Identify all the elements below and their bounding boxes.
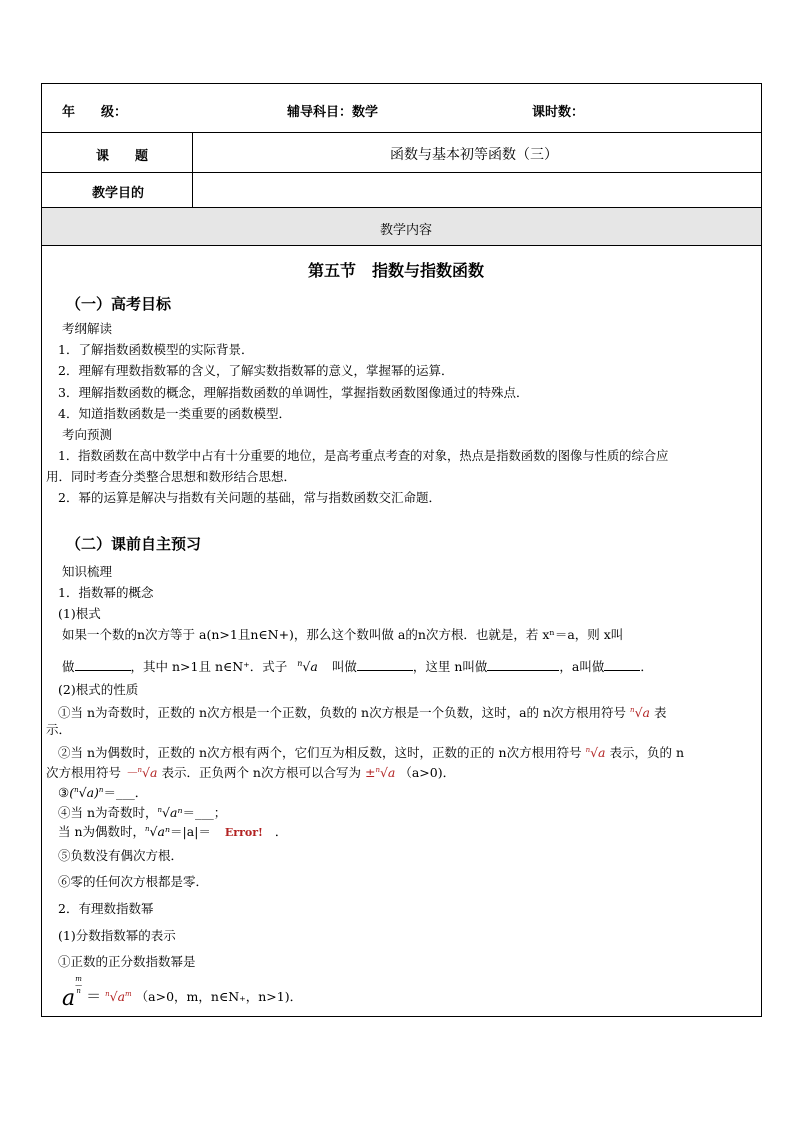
forecast-1a: 1．指数函数在高中数学中占有十分重要的地位，是高考重点考查的对象，热点是指数函数的图像与性质的综合应 bbox=[58, 449, 669, 463]
hours-label: 课时数： bbox=[532, 105, 585, 120]
frac-title: (1)分数指数幂的表示 bbox=[58, 928, 176, 943]
syllabus-item-2: 2．理解有理数指数幂的含义，了解实数指数幂的意义，掌握幂的运算． bbox=[58, 363, 454, 378]
frac-formula: am — $n = ^n√a^m$ （a>0，m，n∈N₊，n>1)． bbox=[62, 975, 303, 1011]
prop-4-even: 当 n为偶数时，$^n$√aⁿ＝|a|＝ Error! ． bbox=[58, 824, 288, 840]
part2-title: （二）课前自主预习 bbox=[66, 535, 202, 553]
frac-power-base: a bbox=[62, 986, 76, 1011]
topic-row bbox=[42, 133, 761, 173]
radical-def-1: 如果一个数的n次方等于 a(n>1且n∈N+)，那么这个数叫做 a的n次方根．也就是，若 xⁿ＝a，则 x叫 bbox=[62, 627, 624, 642]
lesson-table bbox=[41, 83, 762, 1017]
radical-expression: $^n$√a bbox=[297, 659, 318, 675]
part1-title: （一）高考目标 bbox=[66, 295, 172, 313]
forecast-label: 考向预测 bbox=[62, 427, 113, 442]
pm-nth-root-symbol: ±$^n$√a bbox=[364, 765, 396, 781]
props-title: (2)根式的性质 bbox=[58, 682, 139, 697]
nth-root-symbol: $^n$√a bbox=[585, 745, 606, 761]
syllabus-item-4: 4．知道指数函数是一类重要的函数模型． bbox=[58, 406, 291, 421]
error-text: Error! bbox=[224, 826, 263, 840]
forecast-1b: 用．同时考查分类整合思想和数形结合思想． bbox=[46, 469, 297, 484]
topic-value: 函数与基本初等函数（三） bbox=[390, 147, 558, 163]
syllabus-label: 考纲解读 bbox=[62, 321, 113, 336]
radical-title: (1)根式 bbox=[58, 606, 101, 621]
prop-3: $③(^n√a)^n=\_\_\_$． bbox=[58, 785, 148, 801]
forecast-2: 2．幂的运算是解决与指数有关问题的基础，常与指数函数交汇命题． bbox=[58, 490, 441, 505]
prop-5: ⑤负数没有偶次方根． bbox=[58, 848, 184, 863]
prop-1-cont: 示． bbox=[46, 722, 72, 737]
nth-root-symbol: $^n$√a bbox=[630, 705, 650, 721]
goal-label: 教学目的 bbox=[92, 186, 145, 201]
subject-label: 辅导科目：数学 bbox=[287, 105, 379, 120]
knowledge-label: 知识梳理 bbox=[62, 564, 113, 579]
root-of-power: $^n$√aⁿ bbox=[145, 824, 171, 840]
topic-label: 课 题 bbox=[96, 149, 149, 164]
frac-root-expression: $^n√a^m$ bbox=[105, 989, 132, 1004]
radical-def-2: 做 ，其中 n>1且 n∈N⁺．式子 $^n$√a 叫做 ，这里 n叫做 ，a叫做 ． bbox=[62, 659, 653, 675]
syllabus-item-1: 1．了解指数函数模型的实际背景． bbox=[58, 342, 254, 357]
concept-title: 1．指数幂的概念 bbox=[58, 585, 154, 600]
syllabus-item-3: 3．理解指数函数的概念，理解指数函数的单调性，掌握指数函数图像通过的特殊点． bbox=[58, 385, 529, 400]
neg-nth-root-symbol: －$^n$√a bbox=[125, 765, 158, 781]
prop-1: ①当 n为奇数时，正数的 n次方根是一个正数，负数的 n次方根是一个负数，这时，a的 n次方根用符号 $^n$√a 表 bbox=[58, 705, 667, 721]
grade-label: 年 级： bbox=[62, 105, 128, 120]
prop-2-cont: 次方根用符号 －$^n$√a 表示．正负两个 n次方根可以合写为 ±$^n$√a （a>0)． bbox=[46, 765, 456, 781]
section-title: 第五节 指数与指数函数 bbox=[308, 261, 485, 280]
power-of-root: $(^n√a)^n$ bbox=[69, 785, 104, 801]
prop-2: ②当 n为偶数时，正数的 n次方根有两个，它们互为相反数，这时，正数的正的 n次方根用符号 $^n$√a 表示，负的 n bbox=[58, 745, 685, 761]
frac-positive: ①正数的正分数指数幂是 bbox=[58, 954, 196, 969]
content-header: 教学内容 bbox=[380, 223, 433, 238]
frac-exponent: m — n bbox=[75, 975, 83, 995]
content-header-row bbox=[42, 208, 761, 246]
root-of-power: $^n$√aⁿ bbox=[157, 805, 183, 821]
header-row bbox=[42, 84, 761, 133]
circled-three-icon: ③ bbox=[58, 785, 70, 801]
rational-title: 2．有理数指数幂 bbox=[58, 901, 154, 916]
equals-sign: ＝ bbox=[86, 987, 102, 1005]
prop-6: ⑥零的任何次方根都是零． bbox=[58, 874, 209, 889]
prop-4: ④当 n为奇数时，$^n$√aⁿ＝___； bbox=[58, 805, 227, 821]
goal-row bbox=[42, 173, 761, 208]
content-area bbox=[42, 246, 761, 1016]
